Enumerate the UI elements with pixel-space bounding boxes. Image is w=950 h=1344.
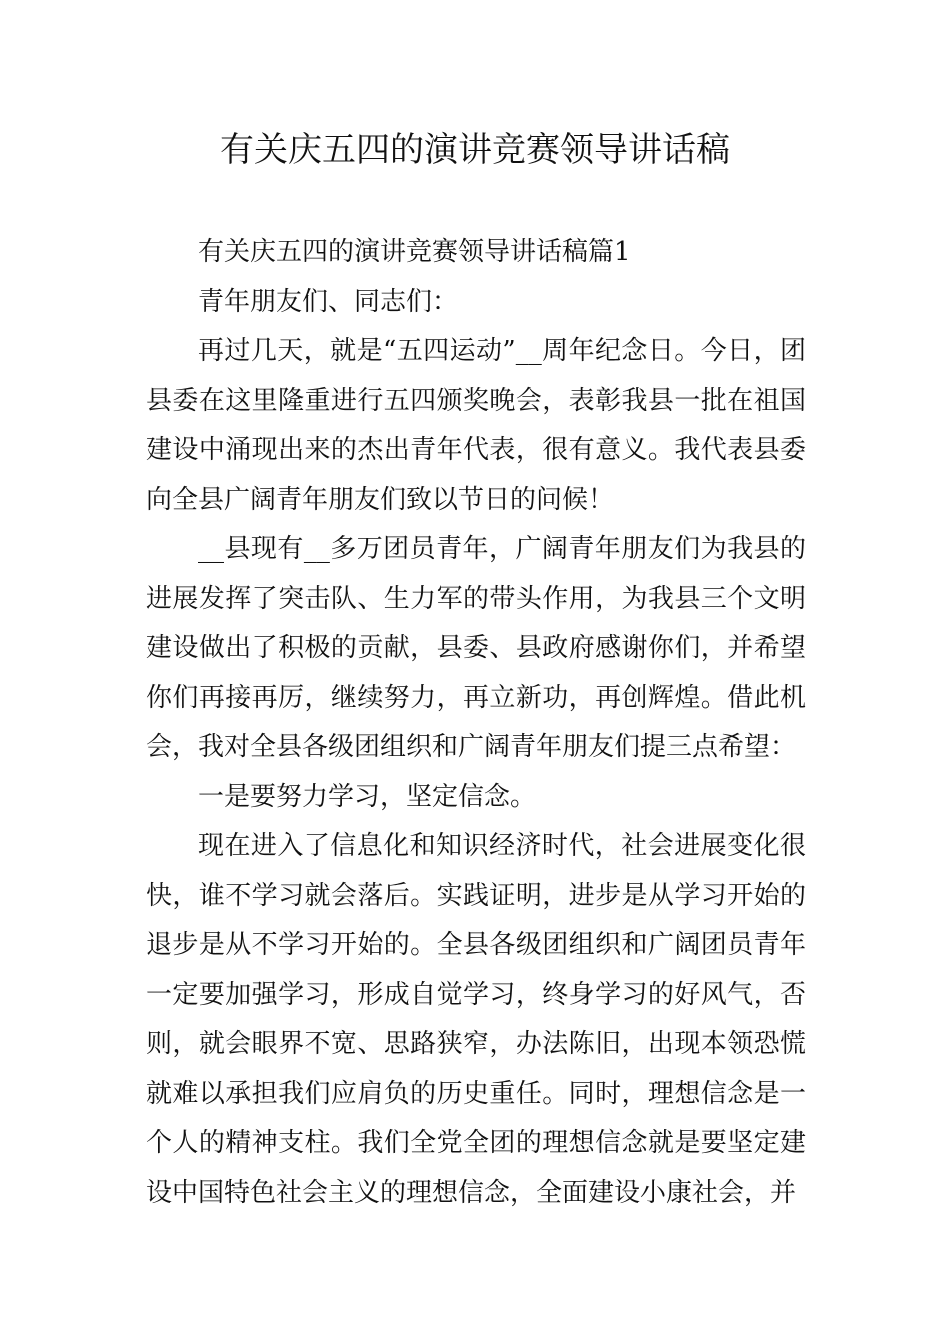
- paragraph-learning-and-belief: 现在进入了信息化和知识经济时代，社会进展变化很快，谁不学习就会落后。实践证明，进步是从学习开始的退步是从不学习开始的。全县各级团组织和广阔团员青年一定要加强学习，形成自觉学习，终身学习的好风气，否则，就会眼界不宽、思路狭窄，办法陈旧，出现本领恐慌就难以承担我们应肩负的历史重任。同时，理想信念是一个人的精神支柱。我们全党全团的理想信念就是要坚定建设中国特色社会主义的理想信念，全面建设小康社会，并: [146, 831, 806, 1208]
- paragraph-salutation: 青年朋友们、同志们：: [198, 286, 459, 317]
- document-title: 有关庆五四的演讲竞赛领导讲话稿: [220, 130, 730, 170]
- paragraph-youth-contribution: __县现有__多万团员青年，广阔青年朋友们为我县的进展发挥了突击队、生力军的带头作用，为我县三个文明建设做出了积极的贡献，县委、县政府感谢你们，并希望你们再接再厉，继续努力，再立新功，再创辉煌。借此机会，我对全县各级团组织和广阔青年朋友们提三点希望：: [146, 534, 806, 762]
- paragraph-section-heading: 有关庆五四的演讲竞赛领导讲话稿篇1: [198, 237, 631, 267]
- document-body: [146, 228, 806, 1218]
- paragraph-opening: 再过几天，就是“五四运动”__周年纪念日。今日，团县委在这里隆重进行五四颁奖晚会，表彰我县一批在祖国建设中涌现出来的杰出青年代表，很有意义。我代表县委向全县广阔青年朋友们致以节日的问候！: [146, 336, 806, 515]
- paragraph-first-hope: 一是要努力学习，坚定信念。: [198, 781, 537, 812]
